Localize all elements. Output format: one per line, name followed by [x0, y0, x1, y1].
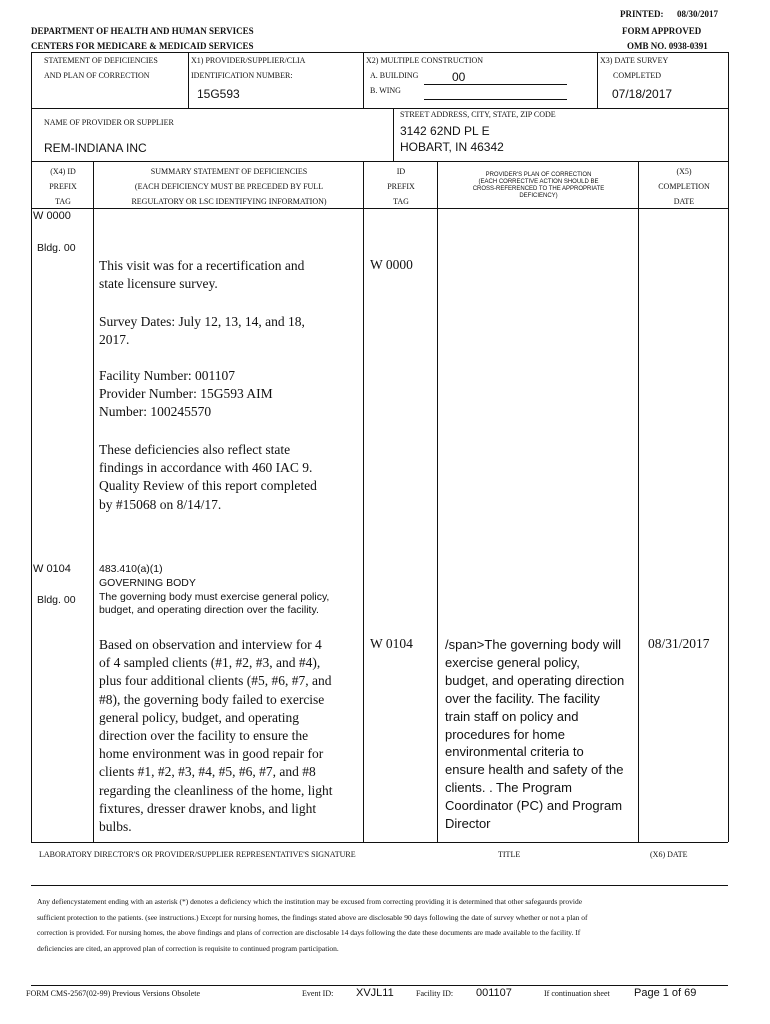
x3-label-1: X3) DATE SURVEY: [600, 56, 669, 65]
plan-header: PROVIDER'S PLAN OF CORRECTION (EACH CORRECTIVE ACTION SHOULD BE CROSS-REFERENCED TO THE APPROPRIATE DEFICIENCY): [472, 172, 605, 199]
x1-label-2: IDENTIFICATION NUMBER:: [191, 71, 293, 80]
printed-label: PRINTED:: [620, 9, 664, 19]
finding-paragraph: These deficiencies also reflect state findings in accordance with 460 IAC 9. Quality Review of this report completed by #15068 on 8/14/17.: [99, 442, 317, 512]
date-label: (X6) DATE: [650, 850, 688, 859]
x3-label-2: COMPLETED: [613, 71, 661, 80]
finding-paragraph: Facility Number: 001107 Provider Number: 15G593 AIM Number: 100245570: [99, 368, 273, 420]
regulation-text: The governing body must exercise general policy, budget, and operating direction over the facility.: [99, 591, 330, 616]
facility-id-label: Facility ID:: [416, 989, 454, 998]
building-ref: Bldg. 00: [37, 594, 76, 606]
page-number: Page 1 of 69: [634, 987, 697, 999]
building-ref: Bldg. 00: [37, 242, 76, 254]
deficiency-tag: W 0104: [33, 563, 71, 575]
top-rule: [31, 52, 728, 53]
address-line1: 3142 62ND PL E: [400, 124, 490, 138]
form-approved: FORM APPROVED: [622, 26, 702, 36]
building-value: 00: [452, 70, 466, 84]
form-number: FORM CMS-2567(02-99) Previous Versions Obsolete: [26, 989, 201, 998]
summary-header: SUMMARY STATEMENT OF DEFICIENCIES (EACH DEFICIENCY MUST BE PRECEDED BY FULL REGULATORY OR LSC IDENTIFYING INFORMATION): [131, 167, 327, 206]
x2-label: X2) MULTIPLE CONSTRUCTION: [366, 56, 484, 65]
printed-date: 08/30/2017: [677, 9, 719, 19]
continuation-label: If continuation sheet: [544, 989, 610, 998]
signature-label: LABORATORY DIRECTOR'S OR PROVIDER/SUPPLIER REPRESENTATIVE'S SIGNATURE: [39, 850, 356, 859]
provider-name-value: REM-INDIANA INC: [44, 141, 147, 155]
disclaimer-text: Any defiencystatement ending with an asterisk (*) denotes a deficiency which the institution may be excused from correcting providing it is determined that other safegaurds provide sufficient protection to the patients. (see instructions.) Except for nursing homes, the findings stated above are disclosable 90 days following the date of survey whether or not a plan of correction is provided. For nursing homes, the above findings and plans of correction are disclosable 14 days following the date these documents are made available to the facility. If deficiencies are cited, an approved plan of correction is requisite to continued program participation.: [37, 897, 588, 953]
box-bottom-rule: [31, 108, 728, 109]
title-label: TITLE: [498, 850, 521, 859]
correction-tag: W 0000: [370, 257, 413, 272]
regulation-citation: 483.410(a)(1): [99, 563, 163, 575]
statement-label-1: STATEMENT OF DEFICIENCIES: [44, 56, 158, 65]
agency-line1: DEPARTMENT OF HEALTH AND HUMAN SERVICES: [31, 26, 254, 36]
agency-line2: CENTERS FOR MEDICARE & MEDICAID SERVICES: [31, 41, 254, 51]
address-label: STREET ADDRESS, CITY, STATE, ZIP CODE: [400, 110, 556, 119]
facility-id-value: 001107: [476, 987, 512, 999]
finding-paragraph: Survey Dates: July 12, 13, 14, and 18, 2017.: [99, 314, 305, 348]
regulation-heading: GOVERNING BODY: [99, 577, 196, 589]
x1-label-1: X1) PROVIDER/SUPPLIER/CLIA: [191, 56, 306, 65]
finding-paragraph: Based on observation and interview for 4 of 4 sampled clients (#1, #2, #3, and #4), plus four additional clients (#5, #6, #7, and #8), the governing body failed to exercise general policy, budget, and operating direction over the facility to ensure the home environment was in good repair for clients #1, #2, #3, #4, #5, #6, #7, and #8 regarding the cleanliness of the home, light fixtures, dresser drawer knobs, and light bulbs.: [99, 637, 333, 835]
deficiency-tag: W 0000: [33, 210, 71, 222]
survey-date-value: 07/18/2017: [612, 87, 673, 101]
wing-label: B. WING: [370, 86, 401, 95]
provider-bottom-rule: [31, 161, 728, 162]
building-label: A. BUILDING: [370, 71, 419, 80]
x4-header: (X4) ID PREFIX TAG: [49, 167, 77, 206]
correction-tag: W 0104: [370, 636, 413, 651]
correction-plan-text: /span>The governing body will exercise general policy, budget, and operating direction over the facility. The facility train staff on policy and procedures for home environmental criteria to ensure health and safety of the clients. . The Program Coordinator (PC) and Program Director: [445, 637, 625, 832]
provider-id-value: 15G593: [197, 87, 240, 101]
x5-header: (X5) COMPLETION DATE: [658, 167, 710, 206]
completion-date: 08/31/2017: [648, 636, 710, 651]
table-bottom-rule: [31, 842, 728, 843]
statement-label-2: AND PLAN OF CORRECTION: [44, 71, 150, 80]
event-id-label: Event ID:: [302, 989, 334, 998]
omb-number: OMB NO. 0938-0391: [627, 41, 708, 51]
id-header: ID PREFIX TAG: [387, 167, 415, 206]
address-line2: HOBART, IN 46342: [400, 140, 504, 154]
event-id-value: XVJL11: [356, 987, 394, 999]
finding-paragraph: This visit was for a recertification and state licensure survey.: [99, 258, 305, 292]
frame-left: [31, 52, 32, 842]
frame-right: [728, 52, 729, 842]
provider-name-label: NAME OF PROVIDER OR SUPPLIER: [44, 118, 174, 127]
